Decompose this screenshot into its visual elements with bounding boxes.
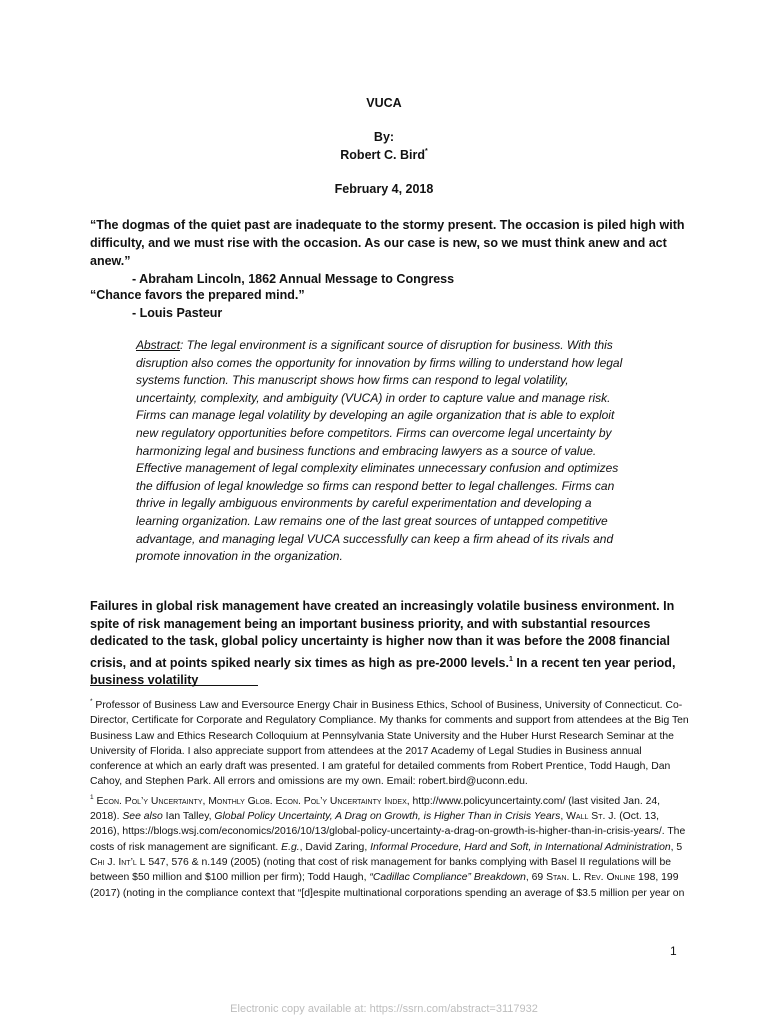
footnotes	[90, 694, 690, 901]
footnote-1-text: ,	[560, 811, 567, 823]
footnote-1-journal: Stan. L. Rev. Online	[546, 872, 636, 884]
abstract-label: Abstract	[136, 338, 181, 352]
footnote-1-text: , David Zaring,	[299, 841, 371, 853]
footnote-1-journal: Chi J. Int’l L	[90, 856, 146, 868]
page-number: 1	[670, 944, 677, 958]
footnote-1-article-title: Informal Procedure, Hard and Soft, in International Administration	[370, 841, 671, 853]
footnote-star	[90, 694, 690, 790]
abstract-text: : The legal environment is a significant source of disruption for business. With this disruption also comes the opportunity for innovation by firms willing to understand how legal systems function. This manuscript shows how firms can respond to legal volatility, uncertainty, complexity, and ambiguity (VUCA) in order to capture value and manage risk. Firms can manage legal volatility by developing an agile organization that is able to exploit new regulatory opportunities before competitors. Firms can overcome legal uncertainty by harmonizing legal and business functions and embracing lawyers as a source of value. Effective management of legal complexity eliminates unnecessary confusion and optimizes the diffusion of legal knowledge so firms can respond better to legal challenges. Firms can thrive in legally ambiguous environments by careful experimentation and developing a learning organization. Law remains one of the last great sources of untapped competitive advantage, and managing legal VUCA successfully can keep a firm ahead of its rivals and promote innovation in the organization.	[136, 338, 623, 564]
footnote-1-text: , 69	[525, 872, 547, 884]
footnote-ref-1[interactable]: 1	[508, 655, 513, 663]
footnote-1-signal: E.g.	[281, 841, 300, 853]
author-name-text: Robert C. Bird	[340, 148, 425, 162]
footnote-star-mark: *	[90, 698, 93, 705]
footnote-1-signal: See also	[122, 811, 163, 823]
footnote-1-text: 547, 576 & n.149 (2005) (noting that cost of risk management for banks complying with Basel II regulations will be between $50 million and $100 million per firm); Todd Haugh,	[90, 856, 672, 884]
ssrn-watermark[interactable]: Electronic copy available at: https://ssrn.com/abstract=3117932	[230, 1003, 538, 1015]
footnote-1-article-title: “Cadillac Compliance” Breakdown	[369, 872, 526, 884]
footnote-1-journal: Wall St. J.	[566, 811, 617, 823]
body-text-before: Failures in global risk management have created an increasingly volatile business environment. In spite of risk management being an important business priority, and with substantial resources dedicated to the task, global policy uncertainty is higher now than it was before the 2008 financial crisis, and at points spiked nearly six times as high as pre-2000 levels.	[90, 599, 675, 670]
footnote-1-text: (Oct. 13, 2016), https://blogs.wsj.com/economics/2016/10/13/global-policy-uncertainty-a-drag-on-growth-is-higher-than-in-crisis-years/. The costs of risk management are significant.	[90, 811, 686, 853]
epigraph-pasteur	[90, 286, 690, 322]
by-line: By:	[373, 130, 395, 144]
paper-title: VUCA	[366, 96, 402, 110]
footnote-1-text: , 5	[670, 841, 683, 853]
epigraph-attribution: - Louis Pasteur	[132, 306, 223, 320]
footnote-1-text: Ian Talley,	[162, 811, 215, 823]
footnote-1-article-title: Global Policy Uncertainty, A Drag on Growth, is Higher Than in Crisis Years	[214, 811, 561, 823]
footnote-divider	[90, 685, 258, 686]
author-footnote-mark[interactable]: *	[425, 148, 428, 155]
footnote-star-text: Professor of Business Law and Eversource Energy Chair in Business Ethics, School of Business, University of Connecticut. Co-Director, Certificate for Corporate and Regulatory Compliance. My thanks for comments and support from attendees at the Big Ten Business Law and Ethics Research Colloquium at Pennsylvania State University and the Huber Hurst Research Seminar at the University of Florida. I also appreciate support from attendees at the 2017 Academy of Legal Studies in Business annual conference at which an early draft was presented. I am grateful for detailed comments from Robert Prentice, Todd Haugh, Dan Cahoy, and Stephen Park. All errors and omissions are my own. Email: robert.bird@uconn.edu.	[90, 700, 689, 788]
epigraph-lincoln	[90, 216, 690, 288]
abstract	[136, 337, 632, 566]
epigraph-text: “Chance favors the prepared mind.”	[90, 288, 305, 302]
author-name	[0, 148, 768, 162]
body-paragraph	[90, 598, 690, 690]
footnote-1	[90, 790, 690, 901]
paper-date: February 4, 2018	[334, 182, 434, 196]
epigraph-text: “The dogmas of the quiet past are inadequate to the stormy present. The occasion is piled high with difficulty, and we must rise with the occasion. As our case is new, so we must think anew and act anew.”	[90, 218, 685, 268]
footnote-1-mark: 1	[90, 793, 94, 801]
epigraph-attribution: - Abraham Lincoln, 1862 Annual Message to Congress	[132, 272, 455, 286]
footnote-1-text: 198, 199 (2017) (noting in the compliance context that “[d]espite multinational corporations spending an average of $3.5 million per year on	[90, 872, 685, 899]
footnote-1-text: , http://www.policyuncertainty.com/ (last visited Jan. 24, 2018).	[90, 795, 661, 823]
body-text-after: In a recent ten year period, business volatility	[90, 655, 676, 688]
footnote-1-source: Econ. Pol’y Uncertainty, Monthly Glob. Econ. Pol’y Uncertainty Index	[93, 795, 407, 807]
